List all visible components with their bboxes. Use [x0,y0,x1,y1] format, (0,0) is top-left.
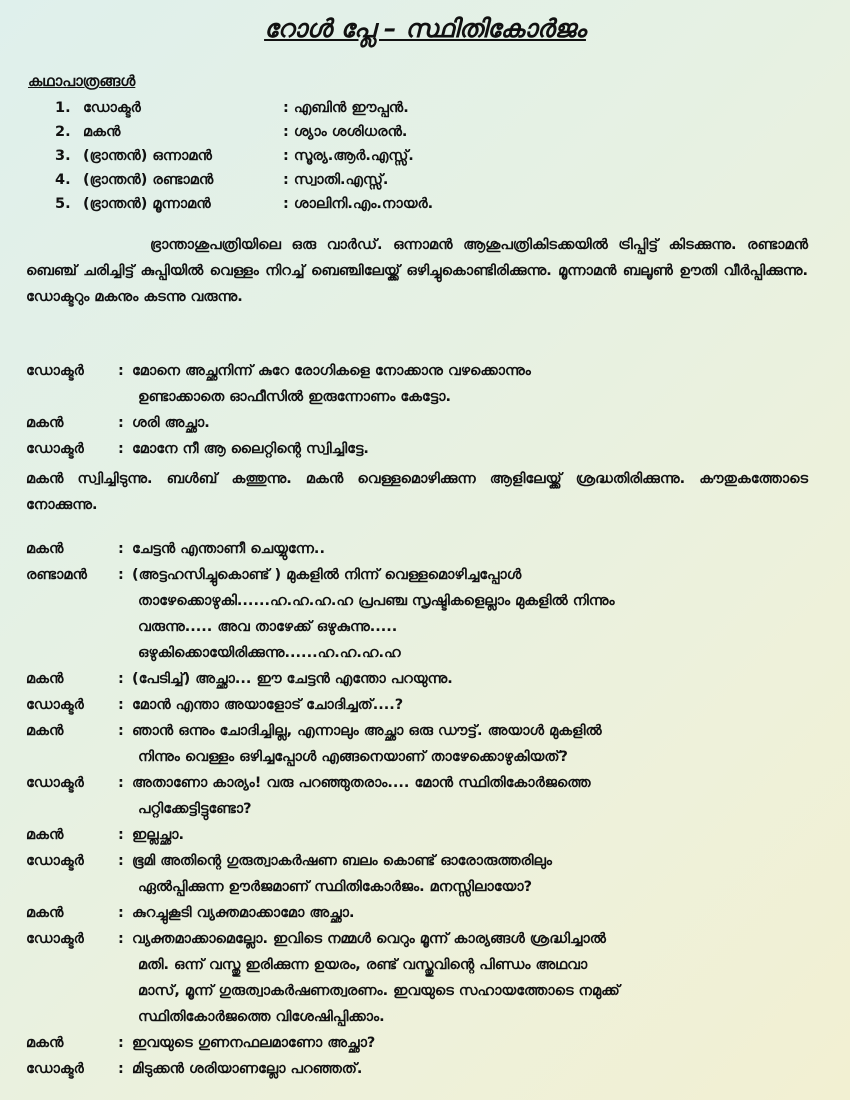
dialogue-line [26,436,816,462]
character-number: 5. [55,196,71,212]
dialogue-line [26,562,816,666]
dialogue-text-line: ഭൂമി അതിന്റെ ഗുരുത്വാകർഷണ ബലം കൊണ്ട് ഓരോരുത്തരിലും [132,853,552,869]
dialogue-line [26,718,816,770]
dialogue-line [26,900,816,926]
dialogue-text [132,770,816,822]
dialogue-text-line: താഴേക്കൊഴുകി......ഹ.ഹ.ഹ.ഹ പ്രപഞ്ച സൃഷ്ടികളെല്ലാം മുകളിൽ നിന്നും [138,593,615,609]
dialogue-text [132,822,816,848]
speaker-separator: : [118,853,124,869]
dialogue-line [26,536,816,562]
dialogue-text [132,848,816,900]
stage-direction-intro: ഭ്രാന്താശുപത്രിയിലെ ഒരു വാർഡ്. ഒന്നാമൻ ആശുപത്രികിടക്കയിൽ ട്രിപ്പിട്ട് കിടക്കുന്നു. രണ്ടാമൻ ബെഞ്ച് ചരിച്ചിട്ട് കുപ്പിയിൽ വെള്ളം നിറച്ച് ബെഞ്ചിലേയ്ക്ക് ഒഴിച്ചുകൊണ്ടിരിക്കുന്നു. മൂന്നാമൻ ബലൂൺ ഊതി വീർപ്പിക്കുന്നു. ഡോക്ടറും മകനും കടന്നു വരുന്നു. [26,237,808,305]
dialogue-line [26,1030,816,1056]
dialogue-text [132,666,816,692]
dialogue-text-line: അതാണോ കാര്യം! വരു പറഞ്ഞുതരാം.... മോൻ സ്ഥിതികോർജത്തെ [132,775,591,791]
dialogue-text-line: വ്യക്തമാക്കാമെല്ലോ. ഇവിടെ നമ്മൾ വെറും മൂന്ന് കാര്യങ്ങൾ ശ്രദ്ധിച്ചാൽ [132,931,606,947]
speaker-name: മകൻ [26,415,64,431]
character-number: 4. [55,172,71,188]
speaker-name: ഡോക്ടർ [26,1061,84,1077]
dialogue-line [26,1056,816,1082]
dialogue-text-line: ഇവയുടെ ഗുണനഫലമാണോ അച്ഛാ? [132,1035,376,1051]
speaker-separator: : [118,827,124,843]
character-list [55,96,815,216]
speaker-name: ഡോക്ടർ [26,775,84,791]
dialogue-text-line: വരുന്നു..... അവ താഴേക്ക് ഒഴുകുന്നു..... [138,619,398,635]
character-number: 2. [55,124,71,140]
dialogue-text [132,436,816,462]
dialogue-text [132,536,816,562]
character-actor: : എബിൻ ഈപ്പൻ. [283,100,409,116]
speaker-name: ഡോക്ടർ [26,363,84,379]
speaker-name: മകൻ [26,827,64,843]
dialogue-block-2 [26,536,816,1082]
dialogue-text-line: മോൻ എന്താ അയാളോട് ചോദിച്ചത്....? [132,697,404,713]
dialogue-text-line: മോനെ അച്ഛനിന്ന് കുറേ രോഗികളെ നോക്കാനു വഴക്കൊന്നും [132,363,531,379]
dialogue-text [132,926,816,1030]
speaker-name: ഡോക്ടർ [26,441,84,457]
speaker-name: മകൻ [26,1035,64,1051]
characters-heading: കഥാപാത്രങ്ങൾ [28,72,136,90]
dialogue-text-line: മാസ്, മൂന്ന് ഗുരുത്വാകർഷണത്വരണം. ഇവയുടെ സഹായത്തോടെ നമുക്ക് [138,983,620,999]
dialogue-text-line: (പേടിച്ച്) അച്ഛാ... ഈ ചേട്ടൻ എന്തോ പറയുന്നു. [132,671,453,687]
speaker-name: ഡോക്ടർ [26,853,84,869]
dialogue-text-line: (അട്ടഹസിച്ചുകൊണ്ട് ) മുകളിൽ നിന്ന് വെള്ളമൊഴിച്ചപ്പോൾ [132,567,522,583]
speaker-name: മകൻ [26,723,64,739]
dialogue-text-line: സ്ഥിതികോർജത്തെ വിശേഷിപ്പിക്കാം. [138,1009,385,1025]
character-actor: : ശ്യാം ശശിധരൻ. [283,124,408,140]
speaker-separator: : [118,441,124,457]
dialogue-text [132,358,816,410]
speaker-name: ഡോക്ടർ [26,697,84,713]
dialogue-line [26,692,816,718]
character-number: 3. [55,148,71,164]
character-role: (ഭ്രാന്തൻ) രണ്ടാമൻ [83,172,214,188]
speaker-name: മകൻ [26,905,64,921]
dialogue-text-line: നിന്നും വെള്ളം ഒഴിച്ചപ്പോൾ എങ്ങനെയാണ് താഴേക്കൊഴുകിയത്? [138,749,568,765]
speaker-separator: : [118,1061,124,1077]
dialogue-line [26,666,816,692]
speaker-separator: : [118,905,124,921]
character-row [55,144,815,168]
speaker-separator: : [118,697,124,713]
dialogue-text [132,900,816,926]
character-row [55,96,815,120]
speaker-separator: : [118,567,124,583]
character-role: (ഭ്രാന്തൻ) ഒന്നാമൻ [83,148,212,164]
speaker-separator: : [118,415,124,431]
dialogue-text [132,692,816,718]
dialogue-text-line: മോനേ നീ ആ ലൈറ്റിന്റെ സ്വിച്ചിട്ടേ. [132,441,369,457]
stage-direction-switch: മകൻ സ്വിച്ചിടുന്നു. ബൾബ് കത്തുന്നു. മകൻ വെള്ളമൊഴിക്കുന്ന ആളിലേയ്ക്ക് ശ്രദ്ധതിരിക്കുന്നു. കൗതുകത്തോടെ നോക്കുന്നു. [26,471,808,513]
dialogue-text [132,562,816,666]
speaker-separator: : [118,541,124,557]
character-row [55,192,815,216]
dialogue-text-line: ഉണ്ടാക്കാതെ ഓഫീസിൽ ഇരുന്നോണം കേട്ടോ. [138,389,452,405]
character-role: ഡോക്ടർ [83,100,141,116]
dialogue-line [26,848,816,900]
dialogue-line [26,358,816,410]
dialogue-line [26,770,816,822]
speaker-separator: : [118,363,124,379]
page-title: റോൾ പ്ലേ – സ്ഥിതികോർജം [264,14,586,43]
character-role: മകൻ [83,124,121,140]
dialogue-text-line: മതി. ഒന്ന് വസ്തു ഇരിക്കുന്ന ഉയരം, രണ്ട് വസ്തുവിന്റെ പിണ്ഡം അഥവാ [138,957,588,973]
dialogue-line [26,410,816,436]
dialogue-text-line: ഒഴുകിക്കൊയേിരിക്കുന്നു......ഹ.ഹ.ഹ.ഹ [138,645,401,661]
dialogue-text [132,1056,816,1082]
character-actor: : സ്വാതി.എസ്സ്. [283,172,389,188]
dialogue-text-line: ഇല്ലച്ഛാ. [132,827,185,843]
character-actor: : സൂര്യ.ആർ.എസ്സ്. [283,148,414,164]
speaker-separator: : [118,1035,124,1051]
dialogue-line [26,822,816,848]
character-actor: : ശാലിനി.എം.നായർ. [283,196,434,212]
dialogue-block-1 [26,358,816,462]
dialogue-text-line: പറ്റിക്കേട്ടിട്ടുണ്ടോ? [138,801,252,817]
speaker-separator: : [118,931,124,947]
speaker-name: ഡോക്ടർ [26,931,84,947]
speaker-name: മകൻ [26,541,64,557]
character-row [55,120,815,144]
dialogue-text [132,1030,816,1056]
speaker-separator: : [118,671,124,687]
dialogue-text [132,410,816,436]
character-role: (ഭ്രാന്തൻ) മൂന്നാമൻ [83,196,211,212]
dialogue-text-line: ഞാൻ ഒന്നും ചോദിച്ചില്ല, എന്നാലും അച്ഛാ ഒരു ഡൗട്ട്. അയാൾ മുകളിൽ [132,723,602,739]
dialogue-line [26,926,816,1030]
speaker-name: മകൻ [26,671,64,687]
speaker-separator: : [118,723,124,739]
dialogue-text-line: കുറച്ചുകൂടി വ്യക്തമാക്കാമോ അച്ഛാ. [132,905,355,921]
dialogue-text-line: ഏൽപ്പിക്കുന്ന ഊർജമാണ് സ്ഥിതികോർജം. മനസ്സിലായോ? [138,879,533,895]
character-row [55,168,815,192]
dialogue-text [132,718,816,770]
dialogue-text-line: ചേട്ടൻ എന്താണീ ചെയ്യുന്നേ.. [132,541,325,557]
character-number: 1. [55,100,71,116]
dialogue-text-line: ശരി അച്ഛാ. [132,415,210,431]
speaker-separator: : [118,775,124,791]
speaker-name: രണ്ടാമൻ [26,567,87,583]
dialogue-text-line: മിടുക്കൻ ശരിയാണല്ലോ പറഞ്ഞത്. [132,1061,363,1077]
